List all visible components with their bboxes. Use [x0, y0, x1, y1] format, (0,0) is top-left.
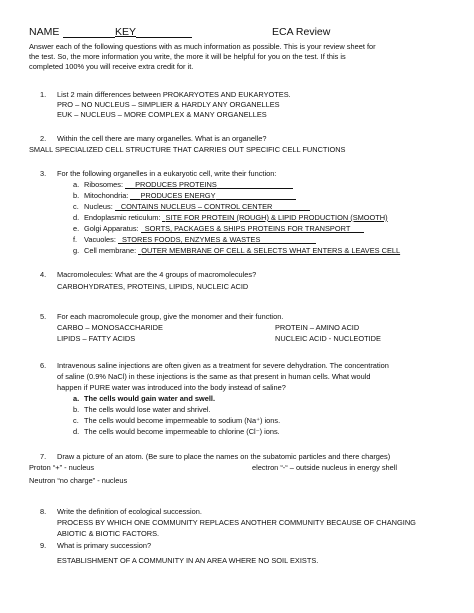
organelle-function: PRODUCES PROTEINS — [135, 180, 217, 189]
name-label: NAME — [29, 26, 60, 38]
option-letter: d. — [73, 427, 80, 436]
organelle-vacuoles — [84, 235, 316, 244]
answer-text: CARBOHYDRATES, PROTEINS, LIPIDS, NUCLEIC ACID — [57, 282, 249, 291]
neutron-label: Neutron “no charge” - nucleus — [29, 476, 128, 485]
option-text-correct: The cells would gain water and swell. — [84, 394, 216, 403]
item-letter: f. — [73, 235, 78, 244]
name-field — [63, 26, 192, 38]
page-title: ECA Review — [272, 26, 331, 38]
question-text: For each macromolecule group, give the monomer and their function. — [57, 312, 284, 321]
question-number: 8. — [40, 507, 47, 516]
organelle-label: Mitochondria: — [84, 191, 129, 200]
item-letter: c. — [73, 202, 79, 211]
question-number: 9. — [40, 541, 47, 550]
answer-text: PRO – NO NUCLEUS – SIMPLIER & HARDLY ANY ORGANELLES — [57, 100, 280, 109]
question-number: 4. — [40, 270, 47, 279]
organelle-mitochondria — [84, 191, 296, 200]
organelle-function: OUTER MEMBRANE OF CELL & SELECTS WHAT ENTERS & LEAVES CELL — [141, 246, 401, 255]
item-letter: g. — [73, 246, 80, 255]
item-letter: b. — [73, 191, 80, 200]
organelle-function: PRODUCES ENERGY — [140, 191, 216, 200]
item-letter: e. — [73, 224, 80, 233]
organelle-endoplasmic-reticulum — [84, 213, 388, 222]
option-letter: b. — [73, 405, 80, 414]
organelle-label: Golgi Apparatus: — [84, 224, 139, 233]
answer-text: ESTABLISHMENT OF A COMMUNITY IN AN AREA WHERE NO SOIL EXISTS. — [57, 556, 319, 565]
question-text: Intravenous saline injections are often given as a treatment for severe dehydration. The concentration — [57, 361, 389, 370]
monomer-pair: CARBO – MONOSACCHARIDE — [57, 323, 163, 332]
organelle-label: Vacuoles: — [84, 235, 116, 244]
item-letter: a. — [73, 180, 80, 189]
organelle-ribosomes — [84, 180, 293, 189]
answer-text: ABIOTIC & BIOTIC FACTORS. — [57, 529, 160, 538]
proton-label: Proton “+” - nucleus — [29, 463, 95, 472]
answer-text: PROCESS BY WHICH ONE COMMUNITY REPLACES ANOTHER COMMUNITY BECAUSE OF CHANGING — [57, 518, 416, 527]
option-letter: c. — [73, 416, 79, 425]
item-letter: d. — [73, 213, 80, 222]
answer-text: EUK – NUCLEUS – MORE COMPLEX & MANY ORGANELLES — [57, 110, 267, 119]
organelle-function: SITE FOR PROTEIN (ROUGH) & LIPID PRODUCTION (SMOOTH) — [165, 213, 388, 222]
organelle-function: CONTAINS NUCLEUS – CONTROL CENTER — [120, 202, 273, 211]
option-text: The cells would become impermeable to chlorine (Cl⁻) ions. — [84, 427, 280, 436]
question-number: 7. — [40, 452, 47, 461]
monomer-pair: LIPIDS – FATTY ACIDS — [57, 334, 136, 343]
question-text: happen if PURE water was introduced into the body instead of saline? — [57, 383, 286, 392]
option-text: The cells would become impermeable to sodium (Na⁺) ions. — [84, 416, 281, 425]
organelle-label: Cell membrane: — [84, 246, 137, 255]
organelle-nucleus — [84, 202, 310, 211]
monomer-pair: NUCLEIC ACID - NUCLEOTIDE — [275, 334, 381, 343]
organelle-label: Endoplasmic reticulum: — [84, 213, 161, 222]
question-text: Write the definition of ecological succession. — [57, 507, 202, 516]
answer-text: SMALL SPECIALIZED CELL STRUCTURE THAT CARRIES OUT SPECIFIC CELL FUNCTIONS — [29, 145, 346, 154]
organelle-golgi — [84, 224, 364, 233]
organelle-function: STORES FOODS, ENZYMES & WASTES — [121, 235, 261, 244]
question-text: Within the cell there are many organelles. What is an organelle? — [57, 134, 267, 143]
question-number: 2. — [40, 134, 47, 143]
option-text: The cells would lose water and shrivel. — [84, 405, 211, 414]
question-text: Draw a picture of an atom. (Be sure to place the names on the subatomic particles and there charges) — [57, 452, 391, 461]
question-number: 3. — [40, 169, 47, 178]
option-letter: a. — [73, 394, 80, 403]
question-text: List 2 main differences between PROKARYOTES AND EUKARYOTES. — [57, 90, 291, 99]
electron-label: electron “-“ – outside nucleus in energy shell — [252, 463, 398, 472]
question-text: For the following organelles in a eukaryotic cell, write their function: — [57, 169, 277, 178]
question-number: 6. — [40, 361, 47, 370]
organelle-function: SORTS, PACKAGES & SHIPS PROTEINS FOR TRANSPORT — [144, 224, 351, 233]
monomer-pair: PROTEIN – AMINO ACID — [275, 323, 360, 332]
question-text: What is primary succession? — [57, 541, 152, 550]
intro-line: Answer each of the following questions with as much information as possible. This is your review sheet for — [29, 42, 376, 51]
question-number: 1. — [40, 90, 47, 99]
question-number: 5. — [40, 312, 47, 321]
question-text: Macromolecules: What are the 4 groups of macromolecules? — [57, 270, 257, 279]
organelle-label: Ribosomes: — [84, 180, 124, 189]
organelle-cell-membrane — [84, 246, 400, 255]
name-value: KEY — [115, 26, 137, 38]
intro-line: the test. So, the more information you write, the more it will be helpful for you on the test. If this is — [29, 52, 346, 61]
organelle-label: Nucleus: — [84, 202, 113, 211]
intro-line: completed 100% you will receive extra credit for it. — [29, 62, 194, 71]
question-text: of saline (0.9% NaCl) in these injections is the same as that present in human cells. What would — [57, 372, 371, 381]
